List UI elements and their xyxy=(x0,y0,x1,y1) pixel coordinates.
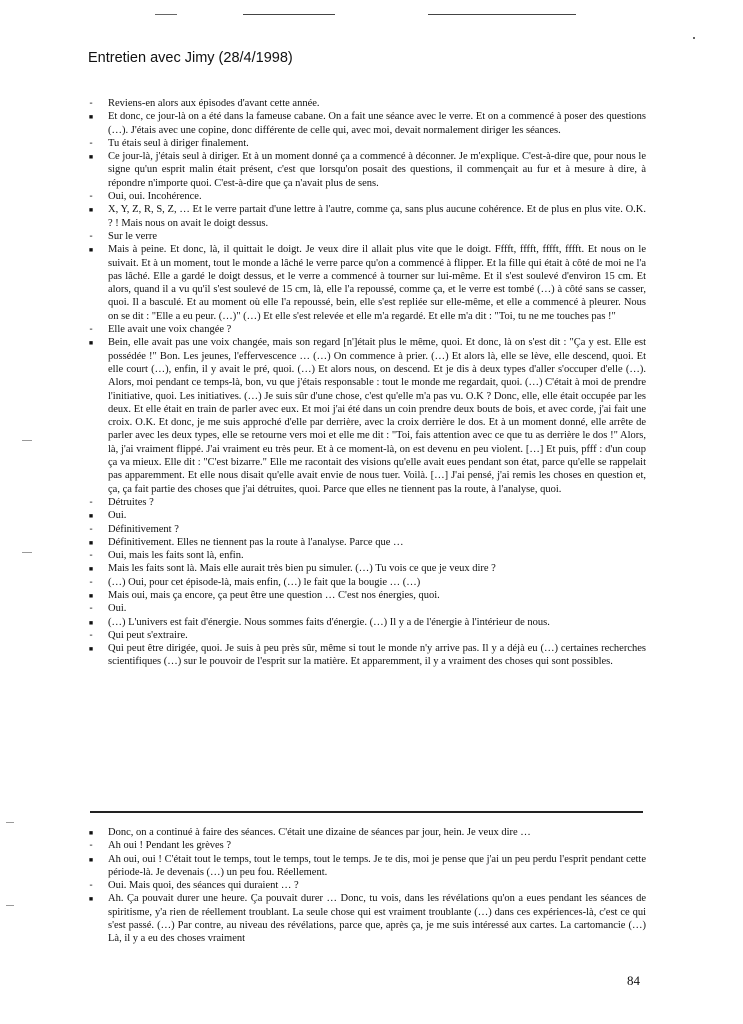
dash-bullet-icon: - xyxy=(89,550,93,562)
question-paragraph xyxy=(86,137,646,150)
dash-bullet-icon: - xyxy=(89,137,93,149)
paragraph-text: (…) L'univers est fait d'énergie. Nous sommes faits d'énergie. (…) Il y a de l'énergie à l'intérieur de nous. xyxy=(108,616,550,628)
dash-bullet-icon: - xyxy=(89,840,93,852)
dash-bullet-icon: - xyxy=(89,496,93,508)
question-paragraph xyxy=(86,879,646,892)
paragraph-text: Reviens-en alors aux épisodes d'avant cette année. xyxy=(108,98,320,109)
question-paragraph xyxy=(86,576,646,589)
top-rule-right xyxy=(428,14,576,15)
dash-bullet-icon: - xyxy=(89,629,93,641)
dash-bullet-icon: - xyxy=(89,523,93,535)
margin-mark xyxy=(22,552,32,553)
square-bullet-icon: ■ xyxy=(88,114,94,122)
square-bullet-icon: ■ xyxy=(88,856,94,864)
paragraph-text: Oui. xyxy=(108,510,127,522)
answer-paragraph xyxy=(86,110,646,137)
dash-bullet-icon: - xyxy=(89,191,93,203)
square-bullet-icon: ■ xyxy=(88,539,94,547)
dash-bullet-icon: - xyxy=(89,324,93,336)
question-paragraph xyxy=(86,549,646,562)
paragraph-text: Oui, mais les faits sont là, enfin. xyxy=(108,550,244,562)
question-paragraph xyxy=(86,230,646,243)
paragraph-text: (…) Oui, pour cet épisode-là, mais enfin, (…) le fait que la bougie … (…) xyxy=(108,576,421,588)
margin-mark xyxy=(6,822,14,823)
paragraph-text: Qui peut s'extraire. xyxy=(108,629,188,641)
paragraph-text: Et donc, ce jour-là on a été dans la fameuse cabane. On a fait une séance avec le verre. Et on a commencé à poser des questions (…). J'étais avec une copine, donc différente de celle qui, avec moi, devait normalement diriger les séances. xyxy=(108,111,646,136)
square-bullet-icon: ■ xyxy=(88,592,94,600)
paragraph-text: Tu étais seul à diriger finalement. xyxy=(108,137,249,149)
question-paragraph xyxy=(86,323,646,336)
dash-bullet-icon: - xyxy=(89,603,93,615)
square-bullet-icon: ■ xyxy=(88,340,94,348)
paragraph-text: Bein, elle avait pas une voix changée, mais son regard [n']était plus le même, quoi. Et donc, là on s'est dit : "Ça y est. Elle est possédée !" Bon. Les jeunes, l'effervescence … (…) On commence à prier. (…) Et alors là, elle se lève, elle descend, quoi. Et elle court (…), enfin, il y avait le pré, quoi. (…) Et alors nous, on descend. Et je dis à deux types d'aller s'occuper d'elle (…). Alors, moi pendant ce temps-là, bon, vu que j'étais responsable : tout le monde me regardait, quoi. (…) C'était à moi de prendre l'initiative, quoi. Les initiatives. (…) Je suis sûr d'une chose, c'est qu'elle m'a pas vu. O.K ? Donc, elle, elle était occupée par les deux. Et elle était en train de parler avec eux. Et moi j'ai été dans un coin prendre deux bouts de bois, et avec corde, j'ai fait une croix. O.K. Et donc, je me suis approché d'elle par derrière, avec la croix derrière le dos. Et à un moment donné, elle arrête de parler avec les deux types, elle se retourne vers moi et elle me dit : "Toi, fais attention avec ce que tu as derrière le dos !" Alors, là, j'ai vraiment flippé. J'ai vraiment eu très peur. Et à ce moment-là, on est devenu en peu violent. […] Et puis, pfff : d'un coup ça va mieux. Elle dit : "C'est bizarre." Elle me racontait des visions qu'elle avait eues pendant son état, parce qu'elle se rappelait pas apparemment. Et elle nous disait qu'elle avait envie de nous tuer. Voilà. […] J'ai pensé, j'ai remis les choses en question et, ça, ça fait partie des choses que j'ai détruites, quoi. Parce que elles ne tiennent pas la route, à l'analyse, quoi. xyxy=(108,337,646,495)
paragraph-text: Elle avait une voix changée ? xyxy=(108,324,232,336)
question-paragraph xyxy=(86,496,646,509)
paragraph-text: Oui. xyxy=(108,603,127,615)
interview-transcript-part1 xyxy=(86,97,646,669)
page-number: 84 xyxy=(627,973,640,988)
paragraph-text: Oui. Mais quoi, des séances qui duraient … ? xyxy=(108,880,299,892)
answer-paragraph xyxy=(86,589,646,602)
paragraph-text: Définitivement ? xyxy=(108,523,179,535)
answer-paragraph xyxy=(86,562,646,575)
paragraph-text: Ce jour-là, j'étais seul à diriger. Et à un moment donné ça a commencé à déconner. Je m'explique. C'est-à-dire que, pour nous le signe qu'un esprit malin était présent, c'est que lorsqu'on posait des questions, il commençait au fur et à mesure à dire, à répondre n'importe quoi. C'est-à-dire que ça n'avait plus de sens. xyxy=(108,151,646,189)
question-paragraph xyxy=(86,190,646,203)
square-bullet-icon: ■ xyxy=(88,896,94,904)
top-rule-left xyxy=(155,14,177,15)
square-bullet-icon: ■ xyxy=(88,513,94,521)
paragraph-text: Mais à peine. Et donc, là, il quittait le doigt. Je veux dire il allait plus vite que le doigt. Fffft, fffft, fffft, fffft. Et nous on le suivait. Et à un moment, tout le monde a lâché le verre parce qu'on a commencé à flipper. Et la fille qui était à côté de moi ne l'a pas lâché. Elle a gardé le doigt dessus, et le verre a commencé à tourner sur lui-même. Et il s'est soulevé d'environ 15 cm. Et alors, quand il a vu qu'il s'est soulevé de 15 cm, là, elle l'a repoussé, comme ça, et le verre est tombé (…) à côté sans se casser, quoi. Il a basculé. Et au moment où elle l'a repoussé, bein, elle s'est repliée sur elle-même, et elle a commencé à pleurer. Nous on se dit : "Elle a eu peur. (…)" (…) Et elle s'est relevée et elle m'a regardé. Et elle m'a dit : "Toi, tu ne me touches pas !" xyxy=(108,244,646,322)
paragraph-text: Donc, on a continué à faire des séances. C'était une dizaine de séances par jour, hein. Je veux dire … xyxy=(108,827,531,838)
scan-speck xyxy=(693,37,695,39)
top-rule-center xyxy=(243,14,335,15)
square-bullet-icon: ■ xyxy=(88,646,94,654)
square-bullet-icon: ■ xyxy=(88,619,94,627)
answer-paragraph xyxy=(86,336,646,496)
margin-mark xyxy=(6,905,14,906)
paragraph-text: Ah oui, oui ! C'était tout le temps, tout le temps, tout le temps. Je te dis, moi je pense que j'ai un peu perdu l'esprit pendant cette période-là. Je devenais (…) un peu fou. Réellement. xyxy=(108,853,646,878)
dash-bullet-icon: - xyxy=(89,880,93,892)
document-title: Entretien avec Jimy (28/4/1998) xyxy=(88,50,293,66)
paragraph-text: Définitivement. Elles ne tiennent pas la route à l'analyse. Parce que … xyxy=(108,536,404,548)
square-bullet-icon: ■ xyxy=(88,154,94,162)
paragraph-text: Oui, oui. Incohérence. xyxy=(108,191,202,203)
question-paragraph xyxy=(86,839,646,852)
dash-bullet-icon: - xyxy=(89,230,93,242)
dash-bullet-icon: - xyxy=(89,576,93,588)
question-paragraph xyxy=(86,602,646,615)
answer-paragraph xyxy=(86,536,646,549)
answer-paragraph xyxy=(86,642,646,669)
answer-paragraph xyxy=(86,243,646,323)
question-paragraph xyxy=(86,97,646,110)
section-divider xyxy=(90,811,643,813)
dash-bullet-icon: - xyxy=(89,98,93,109)
square-bullet-icon: ■ xyxy=(88,830,94,837)
square-bullet-icon: ■ xyxy=(88,207,94,215)
interview-transcript-part2 xyxy=(86,826,646,946)
square-bullet-icon: ■ xyxy=(88,247,94,255)
question-paragraph xyxy=(86,629,646,642)
paragraph-text: X, Y, Z, R, S, Z, … Et le verre partait d'une lettre à l'autre, comme ça, sans plus aucune cohérence. Et de plus en plus vite. O.K. ? ! Mais nous on avait le doigt dessus. xyxy=(108,204,646,229)
paragraph-text: Qui peut être dirigée, quoi. Je suis à peu près sûr, même si tout le monde n'y arrive pas. Il y a déjà eu (…) certaines recherches scientifiques (…) sur le pouvoir de l'esprit sur la matière. Et apparemment, il y a vraiment des choses qui sont possibles. xyxy=(108,643,646,668)
answer-paragraph xyxy=(86,826,646,839)
answer-paragraph xyxy=(86,892,646,945)
answer-paragraph xyxy=(86,616,646,629)
question-paragraph xyxy=(86,523,646,536)
square-bullet-icon: ■ xyxy=(88,566,94,574)
answer-paragraph xyxy=(86,150,646,190)
margin-mark xyxy=(22,440,32,441)
paragraph-text: Mais oui, mais ça encore, ça peut être une question … C'est nos énergies, quoi. xyxy=(108,589,440,601)
answer-paragraph xyxy=(86,853,646,880)
paragraph-text: Mais les faits sont là. Mais elle aurait très bien pu simuler. (…) Tu vois ce que je veux dire ? xyxy=(108,563,496,575)
paragraph-text: Sur le verre xyxy=(108,230,157,242)
paragraph-text: Ah oui ! Pendant les grèves ? xyxy=(108,840,232,852)
answer-paragraph xyxy=(86,203,646,230)
paragraph-text: Ah. Ça pouvait durer une heure. Ça pouvait durer … Donc, tu vois, dans les révélations qu'on a eues pendant les séances de spiritisme, y'a rien de réellement troublant. La seule chose qui est vraiment troublante (…) dans ces expériences-là, c'est ce qui s'est passé. (…) Par contre, au niveau des révélations, parce que, après ça, je me suis intéressé aux cartes. La cartomancie (…) Là, il y a eu des choses vraiment xyxy=(108,893,646,945)
paragraph-text: Détruites ? xyxy=(108,496,154,508)
answer-paragraph xyxy=(86,509,646,522)
